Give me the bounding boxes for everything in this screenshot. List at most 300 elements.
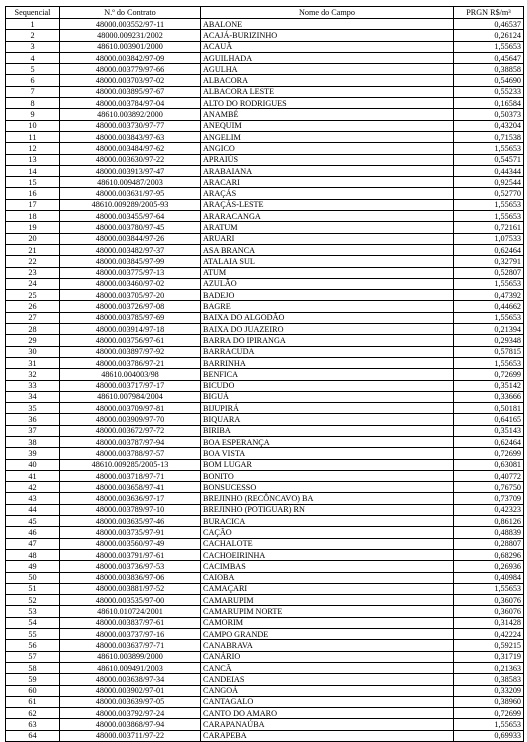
cell-field-name: BIJUPIRÁ <box>201 403 454 414</box>
cell-prgn: 0,50373 <box>454 109 524 120</box>
table-row <box>6 357 524 368</box>
cell-field-name: BAGRE <box>201 301 454 312</box>
cell-sequencial: 10 <box>6 120 60 131</box>
table-row <box>6 549 524 560</box>
header-contract-number: N.º do Contrato <box>60 7 201 19</box>
cell-field-name: ARABAIANA <box>201 165 454 176</box>
cell-field-name: ATUM <box>201 267 454 278</box>
table-row <box>6 346 524 357</box>
cell-field-name: CAMARUPIM <box>201 595 454 606</box>
cell-contract-number: 48000.003637/97-71 <box>60 640 201 651</box>
cell-contract-number: 48000.003837/97-61 <box>60 617 201 628</box>
table-row <box>6 662 524 673</box>
cell-prgn: 0,72699 <box>454 448 524 459</box>
cell-sequencial: 24 <box>6 278 60 289</box>
cell-sequencial: 64 <box>6 730 60 741</box>
table-row <box>6 335 524 346</box>
cell-field-name: CANGOÁ <box>201 685 454 696</box>
cell-field-name: CANÁRIO <box>201 651 454 662</box>
table-row <box>6 109 524 120</box>
cell-sequencial: 56 <box>6 640 60 651</box>
cell-prgn: 0,69933 <box>454 730 524 741</box>
cell-field-name: ACAJÁ-BURIZINHO <box>201 30 454 41</box>
cell-prgn: 0,50181 <box>454 403 524 414</box>
cell-prgn: 1,55653 <box>454 583 524 594</box>
cell-contract-number: 48000.003730/97-77 <box>60 120 201 131</box>
cell-contract-number: 48000.003735/97-91 <box>60 527 201 538</box>
cell-contract-number: 48000.003484/97-62 <box>60 143 201 154</box>
cell-sequencial: 33 <box>6 380 60 391</box>
cell-field-name: BREJINHO (POTIGUAR) RN <box>201 504 454 515</box>
cell-contract-number: 48610.009491/2003 <box>60 662 201 673</box>
cell-prgn: 0,57815 <box>454 346 524 357</box>
cell-sequencial: 23 <box>6 267 60 278</box>
cell-contract-number: 48000.003868/97-94 <box>60 719 201 730</box>
cell-sequencial: 17 <box>6 199 60 210</box>
cell-contract-number: 48000.003560/97-49 <box>60 538 201 549</box>
cell-prgn: 0,38960 <box>454 696 524 707</box>
table-row <box>6 482 524 493</box>
cell-prgn: 0,31428 <box>454 617 524 628</box>
table-row <box>6 403 524 414</box>
cell-field-name: CANCÃ <box>201 662 454 673</box>
cell-field-name: ASA BRANCA <box>201 244 454 255</box>
header-prgn: PRGN R$/m³ <box>454 7 524 19</box>
cell-prgn: 0,62464 <box>454 244 524 255</box>
cell-field-name: CACIMBAS <box>201 561 454 572</box>
table-row <box>6 131 524 142</box>
cell-prgn: 1,55653 <box>454 278 524 289</box>
cell-sequencial: 45 <box>6 516 60 527</box>
header-sequencial: Sequencial <box>6 7 60 19</box>
cell-contract-number: 48000.003638/97-34 <box>60 674 201 685</box>
cell-prgn: 0,63081 <box>454 459 524 470</box>
table-row <box>6 719 524 730</box>
cell-sequencial: 46 <box>6 527 60 538</box>
cell-sequencial: 1 <box>6 19 60 30</box>
cell-contract-number: 48000.003844/97-26 <box>60 233 201 244</box>
cell-field-name: APRAIÚS <box>201 154 454 165</box>
cell-field-name: CARAPANAÚBA <box>201 719 454 730</box>
cell-sequencial: 32 <box>6 369 60 380</box>
cell-contract-number: 48610.009289/2005-93 <box>60 199 201 210</box>
cell-prgn: 0,40772 <box>454 470 524 481</box>
cell-prgn: 0,28807 <box>454 538 524 549</box>
cell-field-name: ALTO DO RODRIGUES <box>201 98 454 109</box>
cell-sequencial: 35 <box>6 403 60 414</box>
cell-prgn: 0,21394 <box>454 324 524 335</box>
table-row <box>6 75 524 86</box>
cell-prgn: 1,55653 <box>454 41 524 52</box>
table-container <box>5 6 523 742</box>
cell-contract-number: 48000.003895/97-67 <box>60 86 201 97</box>
cell-sequencial: 55 <box>6 629 60 640</box>
table-row <box>6 572 524 583</box>
cell-prgn: 0,47392 <box>454 290 524 301</box>
cell-contract-number: 48000.003703/97-02 <box>60 75 201 86</box>
table-row <box>6 98 524 109</box>
cell-field-name: CARAPEBA <box>201 730 454 741</box>
cell-prgn: 1,55653 <box>454 719 524 730</box>
cell-sequencial: 25 <box>6 290 60 301</box>
cell-sequencial: 30 <box>6 346 60 357</box>
table-row <box>6 86 524 97</box>
cell-prgn: 0,86126 <box>454 516 524 527</box>
table-row <box>6 436 524 447</box>
cell-sequencial: 58 <box>6 662 60 673</box>
cell-prgn: 0,45647 <box>454 52 524 63</box>
cell-prgn: 0,59215 <box>454 640 524 651</box>
cell-field-name: BIRIBA <box>201 425 454 436</box>
cell-contract-number: 48000.009231/2002 <box>60 30 201 41</box>
cell-sequencial: 49 <box>6 561 60 572</box>
cell-prgn: 0,40984 <box>454 572 524 583</box>
cell-prgn: 0,52770 <box>454 188 524 199</box>
cell-contract-number: 48000.003788/97-57 <box>60 448 201 459</box>
table-row <box>6 414 524 425</box>
cell-contract-number: 48000.003535/97-00 <box>60 595 201 606</box>
cell-prgn: 0,64165 <box>454 414 524 425</box>
cell-contract-number: 48000.003631/97-95 <box>60 188 201 199</box>
header-field-name: Nome do Campo <box>201 7 454 19</box>
cell-prgn: 0,44662 <box>454 301 524 312</box>
table-row <box>6 685 524 696</box>
cell-field-name: BAIXA DO ALGODÃO <box>201 312 454 323</box>
cell-sequencial: 5 <box>6 64 60 75</box>
cell-contract-number: 48000.003460/97-02 <box>60 278 201 289</box>
cell-sequencial: 44 <box>6 504 60 515</box>
cell-contract-number: 48610.003892/2000 <box>60 109 201 120</box>
table-row <box>6 233 524 244</box>
table-row <box>6 143 524 154</box>
cell-prgn: 0,35142 <box>454 380 524 391</box>
cell-contract-number: 48000.003897/97-92 <box>60 346 201 357</box>
cell-prgn: 0,36076 <box>454 606 524 617</box>
cell-sequencial: 9 <box>6 109 60 120</box>
cell-sequencial: 34 <box>6 391 60 402</box>
table-row <box>6 640 524 651</box>
cell-field-name: ALBACORA <box>201 75 454 86</box>
cell-contract-number: 48000.003784/97-04 <box>60 98 201 109</box>
table-header <box>6 7 524 19</box>
table-row <box>6 177 524 188</box>
cell-prgn: 0,46537 <box>454 19 524 30</box>
cell-field-name: CAIOBA <box>201 572 454 583</box>
table-row <box>6 267 524 278</box>
cell-field-name: AZULÃO <box>201 278 454 289</box>
table-row <box>6 369 524 380</box>
cell-sequencial: 13 <box>6 154 60 165</box>
cell-prgn: 1,55653 <box>454 143 524 154</box>
table-row <box>6 120 524 131</box>
cell-field-name: ABALONE <box>201 19 454 30</box>
cell-field-name: BADEJO <box>201 290 454 301</box>
table-row <box>6 606 524 617</box>
table-row <box>6 708 524 719</box>
cell-contract-number: 48000.003843/97-63 <box>60 131 201 142</box>
cell-contract-number: 48610.003901/2000 <box>60 41 201 52</box>
cell-prgn: 0,62464 <box>454 436 524 447</box>
cell-field-name: ACAUÃ <box>201 41 454 52</box>
table-row <box>6 391 524 402</box>
cell-field-name: BIGUÁ <box>201 391 454 402</box>
cell-contract-number: 48000.003785/97-69 <box>60 312 201 323</box>
cell-field-name: CAMORIM <box>201 617 454 628</box>
cell-field-name: BOA ESPERANÇA <box>201 436 454 447</box>
cell-field-name: BARRINHA <box>201 357 454 368</box>
cell-sequencial: 19 <box>6 222 60 233</box>
cell-sequencial: 61 <box>6 696 60 707</box>
cell-contract-number: 48000.003902/97-01 <box>60 685 201 696</box>
cell-contract-number: 48610.004003/98 <box>60 369 201 380</box>
cell-field-name: CANTAGALO <box>201 696 454 707</box>
cell-sequencial: 3 <box>6 41 60 52</box>
cell-prgn: 0,52807 <box>454 267 524 278</box>
table-row <box>6 222 524 233</box>
cell-prgn: 0,33666 <box>454 391 524 402</box>
table-row <box>6 19 524 30</box>
header-row <box>6 7 524 19</box>
cell-contract-number: 48000.003658/97-41 <box>60 482 201 493</box>
table-row <box>6 459 524 470</box>
cell-prgn: 0,54690 <box>454 75 524 86</box>
cell-prgn: 0,72161 <box>454 222 524 233</box>
cell-field-name: CAMPO GRANDE <box>201 629 454 640</box>
cell-contract-number: 48000.003636/97-17 <box>60 493 201 504</box>
cell-contract-number: 48000.003718/97-71 <box>60 470 201 481</box>
table-row <box>6 324 524 335</box>
cell-prgn: 0,54571 <box>454 154 524 165</box>
table-row <box>6 52 524 63</box>
cell-sequencial: 6 <box>6 75 60 86</box>
table-row <box>6 595 524 606</box>
cell-field-name: ARARACANGA <box>201 211 454 222</box>
table-row <box>6 278 524 289</box>
cell-prgn: 0,38583 <box>454 674 524 685</box>
cell-prgn: 0,76750 <box>454 482 524 493</box>
table-row <box>6 425 524 436</box>
cell-contract-number: 48000.003639/97-05 <box>60 696 201 707</box>
gas-fields-table <box>5 6 524 742</box>
cell-field-name: BAIXA DO JUAZEIRO <box>201 324 454 335</box>
cell-sequencial: 31 <box>6 357 60 368</box>
table-row <box>6 64 524 75</box>
cell-sequencial: 57 <box>6 651 60 662</box>
table-row <box>6 493 524 504</box>
cell-contract-number: 48610.009285/2005-13 <box>60 459 201 470</box>
cell-prgn: 0,72699 <box>454 369 524 380</box>
cell-prgn: 0,55233 <box>454 86 524 97</box>
cell-field-name: BARRACUDA <box>201 346 454 357</box>
cell-field-name: BOM LUGAR <box>201 459 454 470</box>
cell-sequencial: 2 <box>6 30 60 41</box>
cell-sequencial: 37 <box>6 425 60 436</box>
cell-field-name: ARATUM <box>201 222 454 233</box>
cell-field-name: BONITO <box>201 470 454 481</box>
cell-sequencial: 14 <box>6 165 60 176</box>
cell-contract-number: 48610.010724/2001 <box>60 606 201 617</box>
cell-contract-number: 48000.003787/97-94 <box>60 436 201 447</box>
table-row <box>6 730 524 741</box>
cell-field-name: CACHOEIRINHA <box>201 549 454 560</box>
cell-sequencial: 20 <box>6 233 60 244</box>
cell-sequencial: 47 <box>6 538 60 549</box>
table-row <box>6 30 524 41</box>
table-row <box>6 154 524 165</box>
cell-prgn: 0,32791 <box>454 256 524 267</box>
cell-contract-number: 48000.003791/97-61 <box>60 549 201 560</box>
cell-sequencial: 4 <box>6 52 60 63</box>
cell-sequencial: 38 <box>6 436 60 447</box>
table-row <box>6 651 524 662</box>
cell-contract-number: 48000.003913/97-47 <box>60 165 201 176</box>
cell-sequencial: 8 <box>6 98 60 109</box>
cell-prgn: 0,16584 <box>454 98 524 109</box>
cell-sequencial: 16 <box>6 188 60 199</box>
cell-field-name: AGUILHADA <box>201 52 454 63</box>
cell-field-name: CAMAÇARI <box>201 583 454 594</box>
cell-sequencial: 28 <box>6 324 60 335</box>
cell-field-name: CANTO DO AMARO <box>201 708 454 719</box>
table-row <box>6 448 524 459</box>
cell-prgn: 0,92544 <box>454 177 524 188</box>
cell-prgn: 0,36076 <box>454 595 524 606</box>
table-row <box>6 290 524 301</box>
cell-field-name: BIQUARA <box>201 414 454 425</box>
cell-contract-number: 48000.003756/97-61 <box>60 335 201 346</box>
table-row <box>6 199 524 210</box>
table-row <box>6 696 524 707</box>
table-row <box>6 301 524 312</box>
cell-contract-number: 48000.003630/97-22 <box>60 154 201 165</box>
cell-contract-number: 48000.003792/97-24 <box>60 708 201 719</box>
cell-sequencial: 52 <box>6 595 60 606</box>
cell-contract-number: 48000.003786/97-21 <box>60 357 201 368</box>
cell-contract-number: 48000.003842/97-09 <box>60 52 201 63</box>
table-row <box>6 504 524 515</box>
cell-field-name: ARUARI <box>201 233 454 244</box>
cell-field-name: ATALAIA SUL <box>201 256 454 267</box>
cell-prgn: 0,29348 <box>454 335 524 346</box>
cell-contract-number: 48000.003845/97-99 <box>60 256 201 267</box>
cell-sequencial: 26 <box>6 301 60 312</box>
cell-sequencial: 39 <box>6 448 60 459</box>
cell-sequencial: 15 <box>6 177 60 188</box>
cell-field-name: CACHALOTE <box>201 538 454 549</box>
cell-prgn: 1,55653 <box>454 199 524 210</box>
cell-contract-number: 48000.003455/97-64 <box>60 211 201 222</box>
cell-contract-number: 48000.003709/97-81 <box>60 403 201 414</box>
table-row <box>6 256 524 267</box>
cell-prgn: 0,42323 <box>454 504 524 515</box>
table-row <box>6 244 524 255</box>
cell-contract-number: 48000.003482/97-37 <box>60 244 201 255</box>
cell-sequencial: 18 <box>6 211 60 222</box>
cell-sequencial: 62 <box>6 708 60 719</box>
table-row <box>6 561 524 572</box>
cell-sequencial: 36 <box>6 414 60 425</box>
cell-sequencial: 43 <box>6 493 60 504</box>
cell-field-name: ANGELIM <box>201 131 454 142</box>
cell-prgn: 0,71538 <box>454 131 524 142</box>
cell-prgn: 0,44344 <box>454 165 524 176</box>
cell-field-name: BARRA DO IPIRANGA <box>201 335 454 346</box>
cell-sequencial: 29 <box>6 335 60 346</box>
cell-field-name: BOA VISTA <box>201 448 454 459</box>
table-row <box>6 516 524 527</box>
cell-sequencial: 27 <box>6 312 60 323</box>
table-row <box>6 538 524 549</box>
table-body <box>6 19 524 742</box>
cell-field-name: BICUDO <box>201 380 454 391</box>
cell-prgn: 0,72699 <box>454 708 524 719</box>
cell-prgn: 0,42224 <box>454 629 524 640</box>
cell-field-name: AGULHA <box>201 64 454 75</box>
cell-field-name: CANDEIAS <box>201 674 454 685</box>
cell-field-name: ARAÇÁS-LESTE <box>201 199 454 210</box>
table-row <box>6 188 524 199</box>
table-row <box>6 211 524 222</box>
cell-contract-number: 48000.003736/97-53 <box>60 561 201 572</box>
cell-prgn: 0,38858 <box>454 64 524 75</box>
cell-field-name: CAMARUPIM NORTE <box>201 606 454 617</box>
cell-contract-number: 48610.003899/2000 <box>60 651 201 662</box>
cell-field-name: ANGICO <box>201 143 454 154</box>
cell-sequencial: 11 <box>6 131 60 142</box>
cell-sequencial: 22 <box>6 256 60 267</box>
cell-field-name: CAÇÃO <box>201 527 454 538</box>
cell-prgn: 1,07533 <box>454 233 524 244</box>
cell-contract-number: 48000.003705/97-20 <box>60 290 201 301</box>
cell-contract-number: 48000.003789/97-10 <box>60 504 201 515</box>
table-row <box>6 583 524 594</box>
cell-contract-number: 48000.003909/97-70 <box>60 414 201 425</box>
cell-prgn: 0,26936 <box>454 561 524 572</box>
cell-field-name: BURACICA <box>201 516 454 527</box>
cell-contract-number: 48000.003672/97-72 <box>60 425 201 436</box>
cell-contract-number: 48000.003726/97-08 <box>60 301 201 312</box>
cell-contract-number: 48000.003737/97-16 <box>60 629 201 640</box>
cell-sequencial: 60 <box>6 685 60 696</box>
cell-sequencial: 40 <box>6 459 60 470</box>
cell-prgn: 0,48839 <box>454 527 524 538</box>
cell-field-name: BREJINHO (RECÔNCAVO) BA <box>201 493 454 504</box>
cell-prgn: 0,68296 <box>454 549 524 560</box>
table-row <box>6 527 524 538</box>
cell-prgn: 0,43204 <box>454 120 524 131</box>
cell-sequencial: 63 <box>6 719 60 730</box>
cell-contract-number: 48000.003635/97-46 <box>60 516 201 527</box>
cell-sequencial: 7 <box>6 86 60 97</box>
cell-contract-number: 48000.003836/97-06 <box>60 572 201 583</box>
cell-sequencial: 48 <box>6 549 60 560</box>
cell-prgn: 0,21363 <box>454 662 524 673</box>
table-row <box>6 617 524 628</box>
cell-prgn: 1,55653 <box>454 211 524 222</box>
cell-prgn: 0,31719 <box>454 651 524 662</box>
table-row <box>6 380 524 391</box>
cell-field-name: BENFICA <box>201 369 454 380</box>
table-row <box>6 41 524 52</box>
cell-prgn: 1,55653 <box>454 312 524 323</box>
cell-contract-number: 48000.003914/97-18 <box>60 324 201 335</box>
cell-contract-number: 48000.003779/97-66 <box>60 64 201 75</box>
cell-prgn: 0,33209 <box>454 685 524 696</box>
cell-contract-number: 48610.009487/2003 <box>60 177 201 188</box>
cell-contract-number: 48000.003552/97-11 <box>60 19 201 30</box>
cell-field-name: ARACARI <box>201 177 454 188</box>
cell-field-name: ANAMBÉ <box>201 109 454 120</box>
